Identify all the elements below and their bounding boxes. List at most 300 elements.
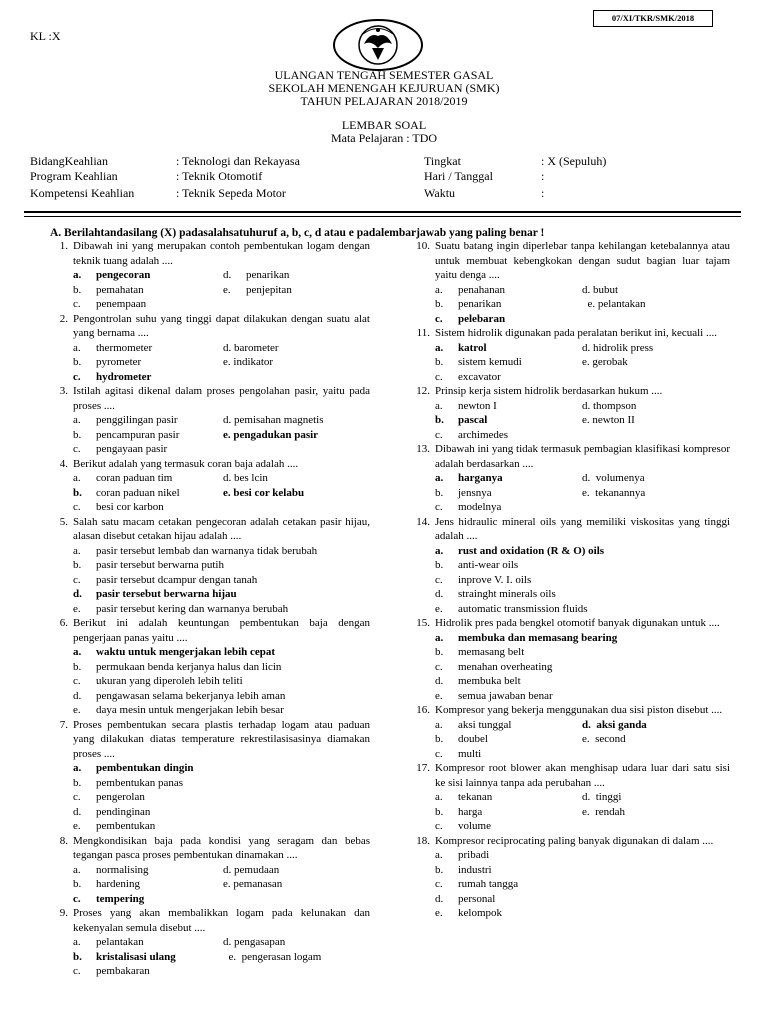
option-letter: b. (435, 298, 444, 310)
question-item (412, 515, 730, 544)
option-text: pencampuran pasir (96, 428, 180, 441)
option-row (73, 602, 370, 617)
answer-option (223, 355, 273, 370)
question-number: 8. (59, 834, 68, 847)
option-letter: c. (435, 370, 443, 383)
question-text: Kompresor yang bekerja menggunakan dua sisi piston disebut .... (435, 704, 723, 716)
answer-option (223, 413, 324, 428)
question-text: Dibawah ini yang tidak termasuk pembagian klasifikasi kompresor adalah berdasarkan .... (435, 443, 730, 470)
answer-options (50, 863, 370, 907)
answer-option (582, 471, 645, 486)
option-letter: a. (435, 341, 444, 354)
answer-option (582, 805, 625, 820)
option-text: pengerolan (96, 791, 145, 803)
question-number: 12. (416, 385, 430, 397)
option-row (73, 486, 370, 501)
question-number: 7. (59, 718, 68, 731)
answer-options (412, 848, 730, 921)
option-text: membuka dan memasang bearing (458, 631, 618, 644)
answer-option (223, 877, 282, 892)
option-text: d. barometer (223, 341, 279, 354)
option-row (73, 471, 370, 486)
question-number: 10. (416, 240, 430, 252)
meta-value: : Teknologi dan Rekayasa (176, 154, 300, 168)
document-code-box: 07/XI/TKR/SMK/2018 (593, 10, 713, 27)
option-letter: b. (435, 414, 444, 426)
option-row (435, 790, 730, 805)
answer-option (223, 471, 268, 486)
option-letter: a. (435, 283, 443, 296)
answer-option (73, 645, 275, 660)
option-row (73, 573, 370, 588)
meta-label: Program Keahlian (30, 169, 118, 183)
answer-option (223, 341, 279, 356)
option-letter: c. (73, 791, 81, 803)
answer-options (50, 935, 370, 979)
answer-option (435, 544, 604, 559)
option-text: aksi tunggal (458, 718, 512, 731)
option-text: ukuran yang diperoleh lebih teliti (96, 675, 243, 687)
answer-option (223, 863, 279, 878)
answer-option (435, 689, 553, 704)
option-row (435, 573, 730, 588)
option-row (435, 544, 730, 559)
option-letter: c. (435, 428, 443, 441)
option-letter: a. (73, 762, 82, 774)
answer-option (223, 935, 285, 950)
answer-option (73, 776, 183, 791)
answer-option (435, 355, 582, 370)
question-item (50, 312, 370, 341)
answer-option (582, 790, 621, 805)
answer-option (223, 950, 321, 965)
option-row (73, 703, 370, 718)
option-row (73, 863, 370, 878)
question-item (50, 906, 370, 935)
option-letter: b. (435, 559, 444, 571)
option-row (435, 500, 730, 515)
question-item (412, 384, 730, 399)
option-text: coran paduan tim (96, 472, 173, 484)
option-text: archimedes (458, 428, 509, 441)
option-row (73, 297, 370, 312)
answer-option (435, 428, 508, 443)
answer-option (435, 790, 582, 805)
option-row (73, 283, 370, 298)
option-letter: c. (73, 298, 81, 310)
option-text: kelompok (458, 907, 502, 919)
option-letter: c. (73, 675, 81, 687)
answer-option (73, 355, 223, 370)
answer-option (435, 587, 556, 602)
answer-option (582, 399, 636, 414)
option-row (73, 689, 370, 704)
option-text: personal (458, 892, 496, 905)
answer-option (435, 312, 505, 327)
option-letter: d. (73, 805, 82, 818)
option-text: pasir tersebut kering dan warnanya berubah (96, 602, 289, 615)
option-text: tekanan (458, 791, 493, 803)
answer-option (435, 906, 502, 921)
option-letter: c. (435, 747, 443, 760)
option-text: daya mesin untuk mengerjakan lebih besar (96, 704, 284, 716)
option-letter: a. (435, 472, 444, 484)
meta-value: : (541, 186, 545, 200)
option-letter: b. (435, 805, 444, 818)
option-row (435, 558, 730, 573)
option-text: pyrometer (96, 356, 142, 368)
option-letter: b. (435, 646, 444, 658)
questions-right-column (412, 239, 730, 921)
option-text: thermometer (96, 341, 153, 354)
option-text: pembentukan panas (96, 776, 184, 789)
option-text: jensnya (458, 486, 492, 499)
option-row (435, 587, 730, 602)
option-letter: b. (73, 486, 82, 499)
option-text: d. pemudaan (223, 863, 280, 876)
option-text: tempering (96, 892, 145, 905)
answer-option (73, 558, 224, 573)
answer-option (582, 297, 646, 312)
option-letter: b. (435, 356, 444, 368)
option-row (73, 660, 370, 675)
answer-options (50, 413, 370, 457)
option-text: doubel (458, 733, 488, 745)
option-text: penarikan (458, 298, 502, 310)
option-row (73, 428, 370, 443)
option-text: menahan overheating (458, 660, 553, 673)
option-text: pasir tersebut berwarna putih (96, 559, 224, 571)
option-row (435, 283, 730, 298)
option-row (73, 544, 370, 559)
option-text: hardening (96, 878, 140, 890)
option-text: industri (458, 863, 492, 876)
question-text: Kompresor reciprocating paling banyak digunakan di dalam .... (435, 834, 714, 847)
question-text: Jens hidraulic mineral oils yang memiliki viskositas yang tinggi adalah .... (435, 515, 730, 542)
option-row (73, 341, 370, 356)
option-text: pribadi (458, 849, 490, 861)
answer-option (435, 877, 518, 892)
option-letter: b. (73, 950, 82, 963)
answer-option (73, 283, 223, 298)
class-label: KL :X (30, 29, 61, 43)
question-number: 9. (59, 907, 68, 919)
option-row (435, 863, 730, 878)
question-item (50, 384, 370, 413)
answer-options (412, 718, 730, 762)
option-row (435, 312, 730, 327)
option-letter: b. (73, 660, 82, 673)
option-row (435, 341, 730, 356)
option-row (435, 819, 730, 834)
question-text: Berikut ini adalah keuntungan pembentukan baja dengan pengerjaan panas yaitu .... (73, 617, 370, 644)
option-letter: e. (435, 602, 443, 615)
option-row (435, 297, 730, 312)
answer-option (435, 747, 481, 762)
option-letter: d. (73, 588, 82, 600)
answer-option (435, 805, 582, 820)
option-text: d. volumenya (582, 472, 645, 484)
option-letter: b. (73, 356, 82, 368)
answer-options (412, 471, 730, 515)
answer-option (73, 544, 317, 559)
option-text: d. thompson (582, 399, 637, 412)
answer-options (50, 544, 370, 617)
option-text: modelnya (458, 501, 502, 513)
option-letter: a. (73, 341, 81, 354)
answer-option (73, 486, 223, 501)
question-text: Prinsip kerja sistem hidrolik berdasarkan hukum .... (435, 385, 663, 397)
option-text: sistem kemudi (458, 356, 522, 368)
answer-options (412, 790, 730, 834)
option-row (435, 399, 730, 414)
answer-option (435, 645, 524, 660)
option-letter: a. (73, 269, 82, 281)
answer-option (435, 674, 521, 689)
answer-option (435, 819, 491, 834)
option-text: e. gerobak (582, 356, 628, 368)
option-letter: a. (73, 863, 81, 876)
option-text: pembakaran (96, 965, 150, 977)
option-row (435, 355, 730, 370)
option-text: semua jawaban benar (458, 689, 553, 702)
answer-option (73, 863, 223, 878)
option-letter: e. (73, 820, 81, 832)
question-number: 2. (59, 312, 68, 325)
answer-option (73, 500, 164, 515)
answer-option (435, 718, 582, 733)
option-text: strainght minerals oils (458, 588, 556, 600)
option-row (73, 761, 370, 776)
option-row (435, 718, 730, 733)
answer-option (73, 674, 243, 689)
question-number: 15. (416, 617, 430, 629)
option-letter: b. (435, 863, 444, 876)
option-text: e. pengadukan pasir (223, 428, 319, 441)
question-text: Proses pembentukan secara plastis terhadap logam atau paduan yang dilakukan diatas temperature rekrestilasisasinya diamakan proses .... (73, 718, 370, 760)
answer-option (73, 602, 288, 617)
option-row (435, 631, 730, 646)
option-letter: a. (435, 544, 444, 557)
answer-option (582, 341, 653, 356)
question-number: 5. (59, 515, 68, 528)
question-number: 13. (416, 443, 430, 455)
question-text: Pengontrolan suhu yang tinggi dapat dilakukan dengan suatu alat yang bernama .... (73, 312, 370, 339)
option-text: penahanan (458, 283, 506, 296)
answer-option (582, 283, 618, 298)
option-letter: c. (73, 501, 81, 513)
meta-label: BidangKeahlian (30, 154, 108, 168)
option-text: e. newton II (582, 414, 635, 426)
option-text: d. hidrolik press (582, 341, 654, 354)
answer-option (582, 732, 626, 747)
option-row (73, 950, 370, 965)
answer-option (73, 689, 285, 704)
answer-option (73, 805, 150, 820)
option-letter: e. (73, 704, 81, 716)
option-text: harga (458, 805, 483, 818)
subject-line: Mata Pelajaran : TDO (330, 131, 438, 145)
question-text: Salah satu macam cetakan pengecoran adalah cetakan pasir hijau, alasan disebut cetakan hijau adalah .... (73, 515, 370, 542)
answer-option (73, 587, 237, 602)
answer-option (435, 370, 501, 385)
option-letter: a. (435, 399, 443, 412)
option-letter: d. (435, 588, 444, 600)
question-text: Kompresor root blower akan menghisap udara luar dari satu sisi ke sisi lainnya tanpa ada perubahan .... (435, 762, 730, 789)
answer-option (582, 413, 635, 428)
option-row (73, 805, 370, 820)
option-text: pengawasan selama bekerjanya lebih aman (96, 689, 286, 702)
option-text: membuka belt (458, 675, 521, 687)
option-text: normalising (96, 863, 149, 876)
answer-option (435, 486, 582, 501)
option-row (73, 790, 370, 805)
question-item (412, 703, 730, 718)
option-row (73, 500, 370, 515)
option-text: pengecoran (96, 269, 151, 281)
heading-line-2: SEKOLAH MENENGAH KEJURUAN (SMK) (268, 81, 500, 95)
meta-label: Waktu (424, 186, 456, 200)
option-text: memasang belt (458, 646, 525, 658)
answer-options (412, 631, 730, 704)
option-letter: a. (435, 718, 443, 731)
option-row (73, 558, 370, 573)
option-text: pelantakan (96, 936, 144, 948)
option-text: waktu untuk mengerjakan lebih cepat (96, 646, 276, 658)
option-text: harganya (458, 472, 503, 484)
option-letter: b. (73, 283, 82, 296)
answer-option (73, 892, 144, 907)
answer-option (73, 761, 194, 776)
option-row (435, 674, 730, 689)
option-text: volume (458, 820, 491, 832)
option-letter: b. (73, 428, 82, 441)
answer-option (435, 558, 518, 573)
option-text: d. aksi ganda (582, 718, 647, 731)
answer-options (50, 471, 370, 515)
answer-options (50, 341, 370, 385)
option-row (73, 776, 370, 791)
option-text: pembentukan dingin (96, 762, 194, 774)
option-text: pelebaran (458, 312, 506, 325)
question-text: Istilah agitasi dikenal dalam proses pengolahan pasir, yaitu pada proses .... (73, 385, 370, 412)
question-number: 16. (416, 704, 430, 716)
option-letter: b. (73, 559, 82, 571)
answer-option (582, 718, 647, 733)
answer-option (73, 964, 150, 979)
answer-option (582, 355, 628, 370)
option-text: e. pemanasan (223, 878, 283, 890)
option-text: rumah tangga (458, 878, 519, 890)
option-text: inprove V. I. oils (458, 573, 532, 586)
option-text: d. pengasapan (223, 936, 286, 948)
answer-option (73, 790, 145, 805)
option-row (73, 645, 370, 660)
option-text: rust and oxidation (R & O) oils (458, 544, 605, 557)
option-row (435, 486, 730, 501)
option-row (73, 442, 370, 457)
option-text: penjepitan (246, 283, 292, 296)
option-row (435, 645, 730, 660)
option-text: e. tekanannya (582, 486, 646, 499)
option-row (73, 370, 370, 385)
answer-option (435, 660, 552, 675)
option-text: e. pelantakan (582, 298, 646, 310)
answer-option (223, 268, 289, 283)
option-row (435, 906, 730, 921)
option-row (73, 587, 370, 602)
question-text: Dibawah ini yang merupakan contoh pembentukan logam dengan teknik tuang adalah .... (73, 240, 370, 267)
option-row (435, 892, 730, 907)
questions-left-column (50, 239, 370, 979)
answer-options (50, 645, 370, 718)
option-text: penempaan (96, 298, 147, 310)
answer-option (435, 399, 582, 414)
option-text: pascal (458, 414, 488, 426)
option-text: pasir tersebut dcampur dengan tanah (96, 573, 258, 586)
option-text: pemahatan (96, 283, 144, 296)
option-text: e. besi cor kelabu (223, 486, 305, 499)
answer-option (435, 631, 617, 646)
option-letter: c. (435, 878, 443, 890)
answer-options (412, 341, 730, 385)
option-letter: a. (73, 544, 81, 557)
option-letter: a. (73, 646, 82, 658)
option-row (73, 674, 370, 689)
answer-option (435, 863, 492, 878)
answer-option (73, 950, 223, 965)
option-text: excavator (458, 370, 501, 383)
option-text: katrol (458, 341, 487, 354)
option-row (73, 964, 370, 979)
answer-option (435, 283, 582, 298)
answer-option (582, 486, 645, 501)
option-text: pasir tersebut lembab dan warnanya tidak berubah (96, 544, 318, 557)
option-text: d. tinggi (582, 791, 622, 803)
answer-option (73, 573, 257, 588)
option-letter: b. (435, 486, 444, 499)
answer-option (223, 486, 304, 501)
question-item (50, 515, 370, 544)
question-number: 18. (416, 834, 430, 847)
answer-option (435, 892, 495, 907)
option-text: newton I (458, 399, 497, 412)
option-letter: c. (435, 501, 443, 513)
option-row (435, 689, 730, 704)
option-letter: a. (435, 849, 443, 861)
question-text: Sistem hidrolik digunakan pada peralatan berikut ini, kecuali .... (435, 327, 717, 339)
option-letter: e. (435, 907, 443, 919)
answer-option (435, 471, 582, 486)
answer-option (73, 660, 281, 675)
option-text: kristalisasi ulang (96, 950, 176, 963)
answer-option (73, 268, 223, 283)
option-letter: d. (223, 269, 232, 281)
question-number: 14. (416, 515, 430, 528)
question-number: 1. (59, 240, 68, 252)
sheet-title: LEMBAR SOAL (341, 118, 427, 132)
option-row (73, 268, 370, 283)
option-letter: c. (73, 892, 81, 905)
option-row (73, 413, 370, 428)
section-instruction: A. Berilahtandasilang (X) padasalahsatuhuruf a, b, c, d atau e padalembarjawab yang paling benar ! (50, 227, 545, 239)
option-text: pengayaan pasir (96, 443, 168, 455)
option-text: e. indikator (223, 356, 274, 368)
answer-option (435, 341, 582, 356)
question-item (50, 616, 370, 645)
option-row (73, 355, 370, 370)
option-letter: d. (73, 689, 82, 702)
